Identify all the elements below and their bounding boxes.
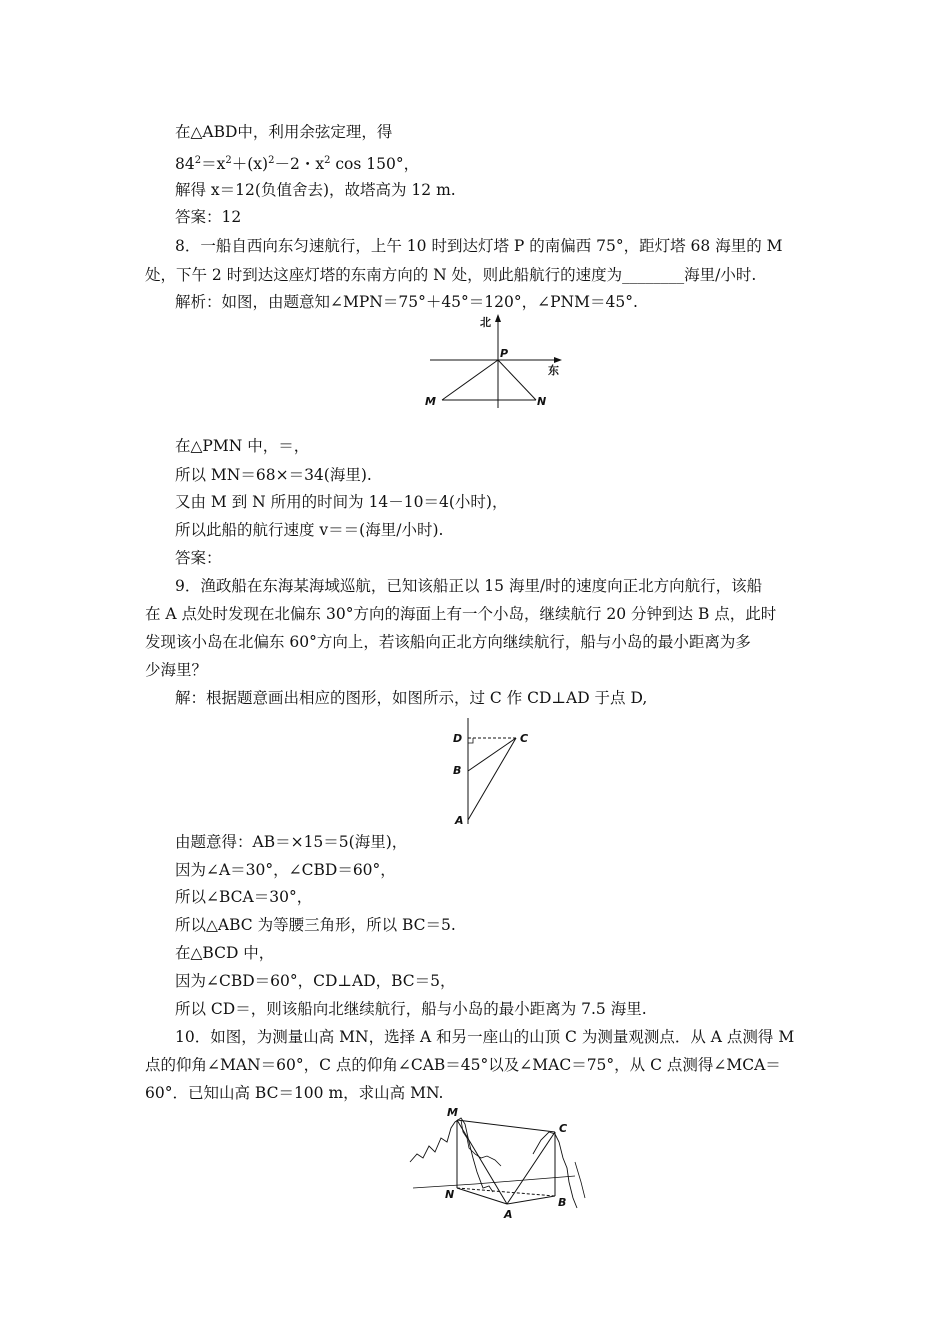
label-b: B: [453, 764, 462, 777]
question-10-line: 60°．已知山高 BC＝100 m，求山高 MN.: [145, 1084, 444, 1102]
solution-line: 解析：如图，由题意知∠MPN＝75°＋45°＝120°，∠PNM＝45°.: [175, 293, 638, 311]
question-10-line: 点的仰角∠MAN＝60°，C 点的仰角∠CAB＝45°以及∠MAC＝75°，从 C 点测得∠MCA＝: [145, 1056, 781, 1074]
right-angle-mark: [468, 738, 473, 743]
solution-line: 因为∠A＝30°，∠CBD＝60°，: [175, 861, 396, 879]
label-m: M: [447, 1106, 458, 1119]
question-8-line: 处，下午 2 时到达这座灯塔的东南方向的 N 处，则此船航行的速度为________海里/小时.: [145, 266, 757, 284]
segment-ca: [507, 1132, 555, 1204]
segment-ab: [507, 1196, 555, 1204]
segment-pm: [442, 360, 498, 400]
label-a: A: [455, 814, 464, 826]
label-n: N: [445, 1188, 455, 1201]
label-b: B: [558, 1196, 567, 1209]
label-n: N: [537, 395, 547, 408]
mountain-c-slope: [575, 1162, 585, 1198]
question-10-line: 10．如图，为测量山高 MN，选择 A 和另一座山的山顶 C 为测量观测点．从 A 点测得 M: [175, 1028, 795, 1046]
solution-line: 在△PMN 中，＝，: [175, 437, 310, 455]
segment-bc: [468, 738, 516, 771]
segment-nb: [457, 1188, 555, 1196]
solution-line: 所以∠BCA＝30°，: [175, 888, 313, 906]
question-9-line: 少海里？: [145, 661, 208, 679]
segment-pn: [498, 360, 536, 400]
solution-line: 由题意得：AB＝×15＝5(海里)，: [175, 833, 408, 851]
solution-line: 解：根据题意画出相应的图形，如图所示，过 C 作 CD⊥AD 于点 D,: [175, 689, 648, 707]
label-m: M: [425, 395, 436, 408]
east-arrow-icon: [554, 357, 562, 363]
question-9-line: 发现该小岛在北偏东 60°方向上，若该船向正北方向继续航行，船与小岛的最小距离为多: [145, 633, 751, 651]
segment-mc: [457, 1120, 555, 1132]
solution-line: 又由 M 到 N 所用的时间为 14－10＝4(小时)，: [175, 493, 508, 511]
label-north: 北: [480, 316, 491, 329]
question-9-line: 9．渔政船在东海某海域巡航，已知该船正以 15 海里/时的速度向正北方向航行，该船: [175, 577, 763, 595]
answer-line: 答案：: [175, 549, 222, 567]
label-c: C: [520, 732, 529, 745]
figure-9-diagram: [448, 714, 538, 826]
answer-line: 答案：12: [175, 208, 242, 226]
text-line: 在△ABD中，利用余弦定理，得: [175, 123, 393, 141]
label-a: A: [504, 1208, 513, 1221]
label-c: C: [559, 1122, 568, 1135]
equation-line: $84^2=x^2+(x)^2-2$・$x^2$ cos 150°，: [175, 155, 420, 173]
label-east: 东: [548, 364, 559, 377]
solution-line: 所以△ABC 为等腰三角形，所以 BC＝5.: [175, 916, 456, 934]
text-line: 解得 x＝12(负值舍去)，故塔高为 12 m.: [175, 181, 456, 199]
mountain-m-ridge: [461, 1120, 501, 1166]
solution-line: 所以 CD＝，则该船向北继续航行，船与小岛的最小距离为 7.5 海里.: [175, 1000, 647, 1018]
figure-8-diagram: [420, 312, 570, 412]
solution-line: 所以此船的航行速度 v＝＝(海里/小时).: [175, 521, 444, 539]
question-9-line: 在 A 点处时发现在北偏东 30°方向的海面上有一个小岛，继续航行 20 分钟到达 B 点，此时: [145, 605, 777, 623]
figure-10-diagram: [405, 1102, 605, 1222]
solution-line: 因为∠CBD＝60°，CD⊥AD，BC＝5，: [175, 972, 456, 990]
mountain-m-outline: [410, 1118, 493, 1192]
north-arrow-icon: [495, 314, 501, 322]
label-d: D: [453, 732, 463, 745]
label-p: P: [500, 347, 509, 360]
segment-ac: [468, 738, 516, 820]
question-8-line: 8．一船自西向东匀速航行，上午 10 时到达灯塔 P 的南偏西 75°，距灯塔 68 海里的 M: [175, 237, 783, 255]
solution-line: 在△BCD 中，: [175, 944, 275, 962]
solution-line: 所以 MN＝68×＝34(海里).: [175, 466, 372, 484]
